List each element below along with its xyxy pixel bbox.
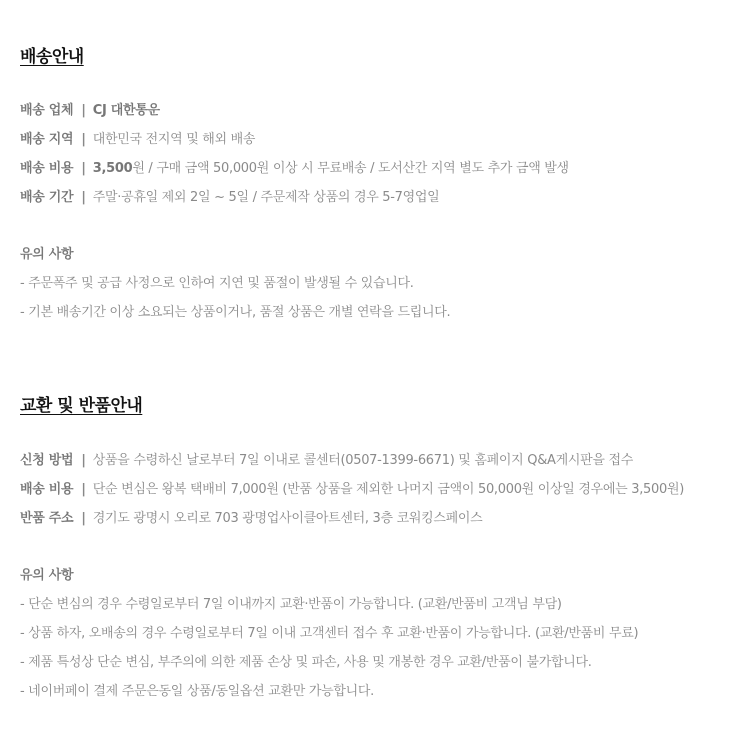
returns-section-title: 교환 및 반품안내 — [20, 396, 143, 416]
row-label: 배송 기간 — [20, 190, 74, 205]
returns-notice-title: 유의 사항 — [20, 568, 74, 583]
row-separator: | — [81, 453, 86, 468]
row-label: 반품 주소 — [20, 511, 74, 526]
shipping-notice-item: - 주문폭주 및 공급 사정으로 인하여 지연 및 품절이 발생될 수 있습니다. — [20, 276, 414, 291]
row-separator: | — [81, 482, 86, 497]
row-separator: | — [81, 132, 86, 147]
row-value: 원 / 구매 금액 50,000원 이상 시 무료배송 / 도서산간 지역 별도 추가 금액 발생 — [132, 161, 569, 176]
row-separator: | — [81, 103, 86, 118]
row-label: 배송 업체 — [20, 103, 74, 118]
shipping-notice-item: - 기본 배송기간 이상 소요되는 상품이거나, 품절 상품은 개별 연락을 드립니다. — [20, 305, 451, 320]
row-separator: | — [81, 161, 86, 176]
returns-row-address — [20, 511, 482, 527]
returns-row-method — [20, 453, 633, 469]
row-label: 배송 비용 — [20, 161, 74, 176]
row-label: 배송 비용 — [20, 482, 74, 497]
row-label: 배송 지역 — [20, 132, 74, 147]
row-value: 단순 변심은 왕복 택배비 7,000원 (반품 상품을 제외한 나머지 금액이 50,000원 이상일 경우에는 3,500원) — [92, 482, 684, 497]
returns-notice-item: - 단순 변심의 경우 수령일로부터 7일 이내까지 교환·반품이 가능합니다. (교환/반품비 고객님 부담) — [20, 597, 562, 612]
row-separator: | — [81, 511, 86, 526]
row-value: 상품을 수령하신 날로부터 7일 이내로 콜센터(0507-1399-6671) 및 홈페이지 Q&A게시판을 접수 — [92, 453, 634, 468]
shipping-row-carrier — [20, 103, 160, 119]
row-value: 주말·공휴일 제외 2일 ~ 5일 / 주문제작 상품의 경우 5-7영업일 — [92, 190, 440, 205]
row-value: 대한민국 전지역 및 해외 배송 — [92, 132, 256, 147]
shipping-row-period — [20, 190, 439, 206]
returns-notice-item: - 상품 하자, 오배송의 경우 수령일로부터 7일 이내 고객센터 접수 후 교환·반품이 가능합니다. (교환/반품비 무료) — [20, 626, 639, 641]
row-label: 신청 방법 — [20, 453, 74, 468]
returns-notice-item: - 네이버페이 결제 주문은동일 상품/동일옵션 교환만 가능합니다. — [20, 684, 375, 699]
row-value: CJ 대한통운 — [92, 103, 160, 118]
shipping-section-title: 배송안내 — [20, 47, 84, 67]
returns-notice-item: - 제품 특성상 단순 변심, 부주의에 의한 제품 손상 및 파손, 사용 및 개봉한 경우 교환/반품이 불가합니다. — [20, 655, 592, 670]
shipping-notice-title: 유의 사항 — [20, 247, 74, 262]
shipping-row-region — [20, 132, 255, 148]
row-value: 경기도 광명시 오리로 703 광명업사이클아트센터, 3층 코워킹스페이스 — [92, 511, 483, 526]
returns-row-cost — [20, 482, 684, 498]
shipping-row-cost — [20, 161, 569, 177]
row-separator: | — [81, 190, 86, 205]
shipping-fee-amount: 3,500 — [92, 161, 133, 176]
